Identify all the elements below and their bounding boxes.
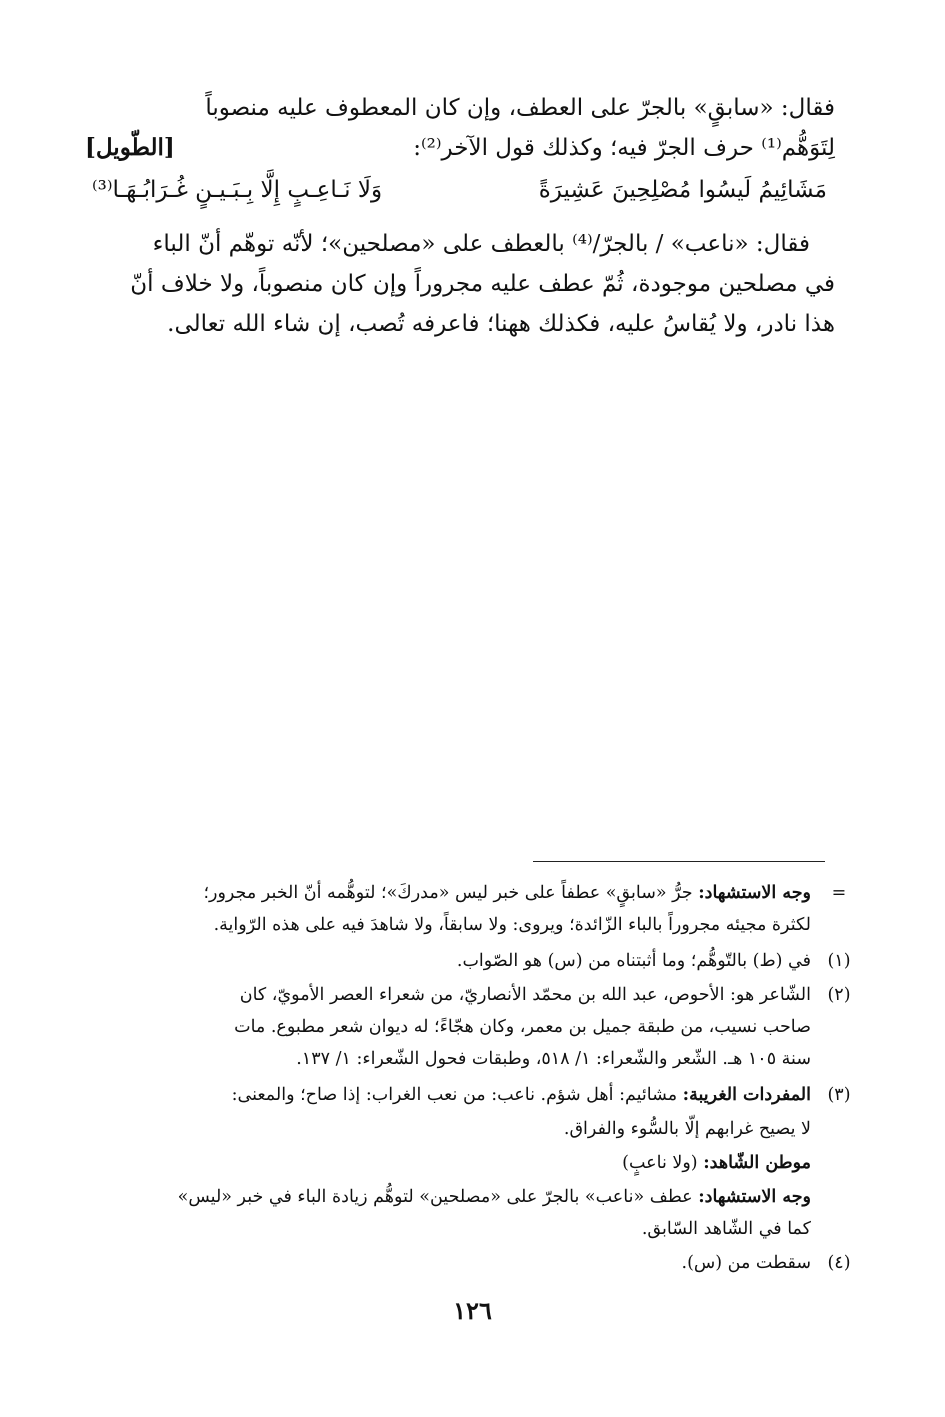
footnote-number: (٢) [827, 985, 851, 1005]
poetic-meter-label: [الطّويل] [85, 134, 175, 161]
main-text-line-4 [85, 226, 810, 262]
footnote-label: موطن الشّاهد: [703, 1153, 811, 1173]
main-text-line-6-content: هذا نادر، ولا يُقاسُ عليه، فكذلك ههنا؛ فاعرفه تُصب، إن شاء الله تعالى. [167, 311, 835, 337]
footnote-number: (٤) [827, 1253, 851, 1273]
footnote-text: الشّاعر هو: الأحوص، عبد الله بن محمّد الأنصاريّ، من شعراء العصر الأمويّ، كان [239, 985, 811, 1005]
footnote-number: (٣) [827, 1085, 851, 1105]
verse-first-hemistich: مَشَائِيمُ لَيسُوا مُصْلِحِينَ عَشِيرَةً [538, 177, 827, 203]
footnote-text: كما في الشّاهد السّابق. [641, 1219, 811, 1239]
verse-second-hemistich: وَلَا نَـاعِـبٍ إِلَّا بِـبَـيـنٍ غُـرَابُـهَـا⁽³⁾ [92, 177, 383, 203]
continuation-mark: = [831, 883, 847, 903]
main-text-line-1-content: فقال: «سابقٍ» بالجرّ على العطف، وإن كان المعطوف عليه منصوباً [205, 95, 835, 121]
footnote-text: في (ط) بالتّوهُّم؛ وما أثبتناه من (س) هو الصّواب. [456, 951, 811, 971]
footnote-text: لا يصيح غرابهم إلّا بالسُّوء والفراق. [563, 1119, 811, 1139]
main-text-line-1 [85, 90, 835, 126]
footnote-text: (ولا ناعبٍ) [622, 1153, 698, 1173]
footnote-separator [533, 861, 825, 862]
main-text-line-5-content: في مصلحين موجودة، ثُمّ عطف عليه مجروراً وإن كان منصوباً، ولا خلاف أنّ [130, 271, 835, 297]
footnote-number: (١) [827, 951, 851, 971]
footnote-text: لكثرة مجيئه مجروراً بالباء الزّائدة؛ ويروى: ولا سابقاً، ولا شاهدَ فيه على هذه الرّواية. [213, 915, 811, 935]
main-text-line-2 [85, 130, 835, 166]
main-text-line-4-content: فقال: «ناعب» / بالجرّ/⁽⁴⁾ بالعطف على «مصلحين»؛ لأنّه توهّم أنّ الباء [152, 231, 810, 257]
footnote-label: وجه الاستشهاد: [698, 883, 811, 903]
main-text-line-2-content: لِتَوَهُّم⁽¹⁾ حرف الجرّ فيه؛ وكذلك قول الآخر⁽²⁾: [413, 135, 835, 161]
footnote-label: المفردات الغريبة: [682, 1085, 811, 1105]
footnote-text: مشائيم: أهل شؤم. ناعب: من نعب الغراب: إذا صاح؛ والمعنى: [231, 1085, 678, 1105]
footnote-text: سقطت من (س). [681, 1253, 811, 1273]
verse-line [92, 172, 827, 208]
main-text-line-5 [85, 266, 835, 302]
main-text-line-6 [85, 306, 835, 342]
footnote-text: صاحب نسيب، من طبقة جميل بن معمر، وكان هجّاءً؛ له ديوان شعر مطبوع. مات [234, 1017, 811, 1037]
footnote-text: جرُّ «سابقٍ» عطفاً على خبر ليس «مدركَ»؛ لتوهُّمه أنّ الخبر مجرور؛ [203, 883, 693, 903]
footnote-text: عطف «ناعب» بالجرّ على «مصلحين» لتوهُّم زيادة الباء في خبر «ليس» [177, 1187, 693, 1207]
page-number: ١٢٦ [453, 1296, 492, 1325]
footnote-label: وجه الاستشهاد: [698, 1187, 811, 1207]
footnote-text: سنة ١٠٥ هـ. الشّعر والشّعراء: ١/ ٥١٨، وطبقات فحول الشّعراء: ١/ ١٣٧. [296, 1049, 811, 1069]
